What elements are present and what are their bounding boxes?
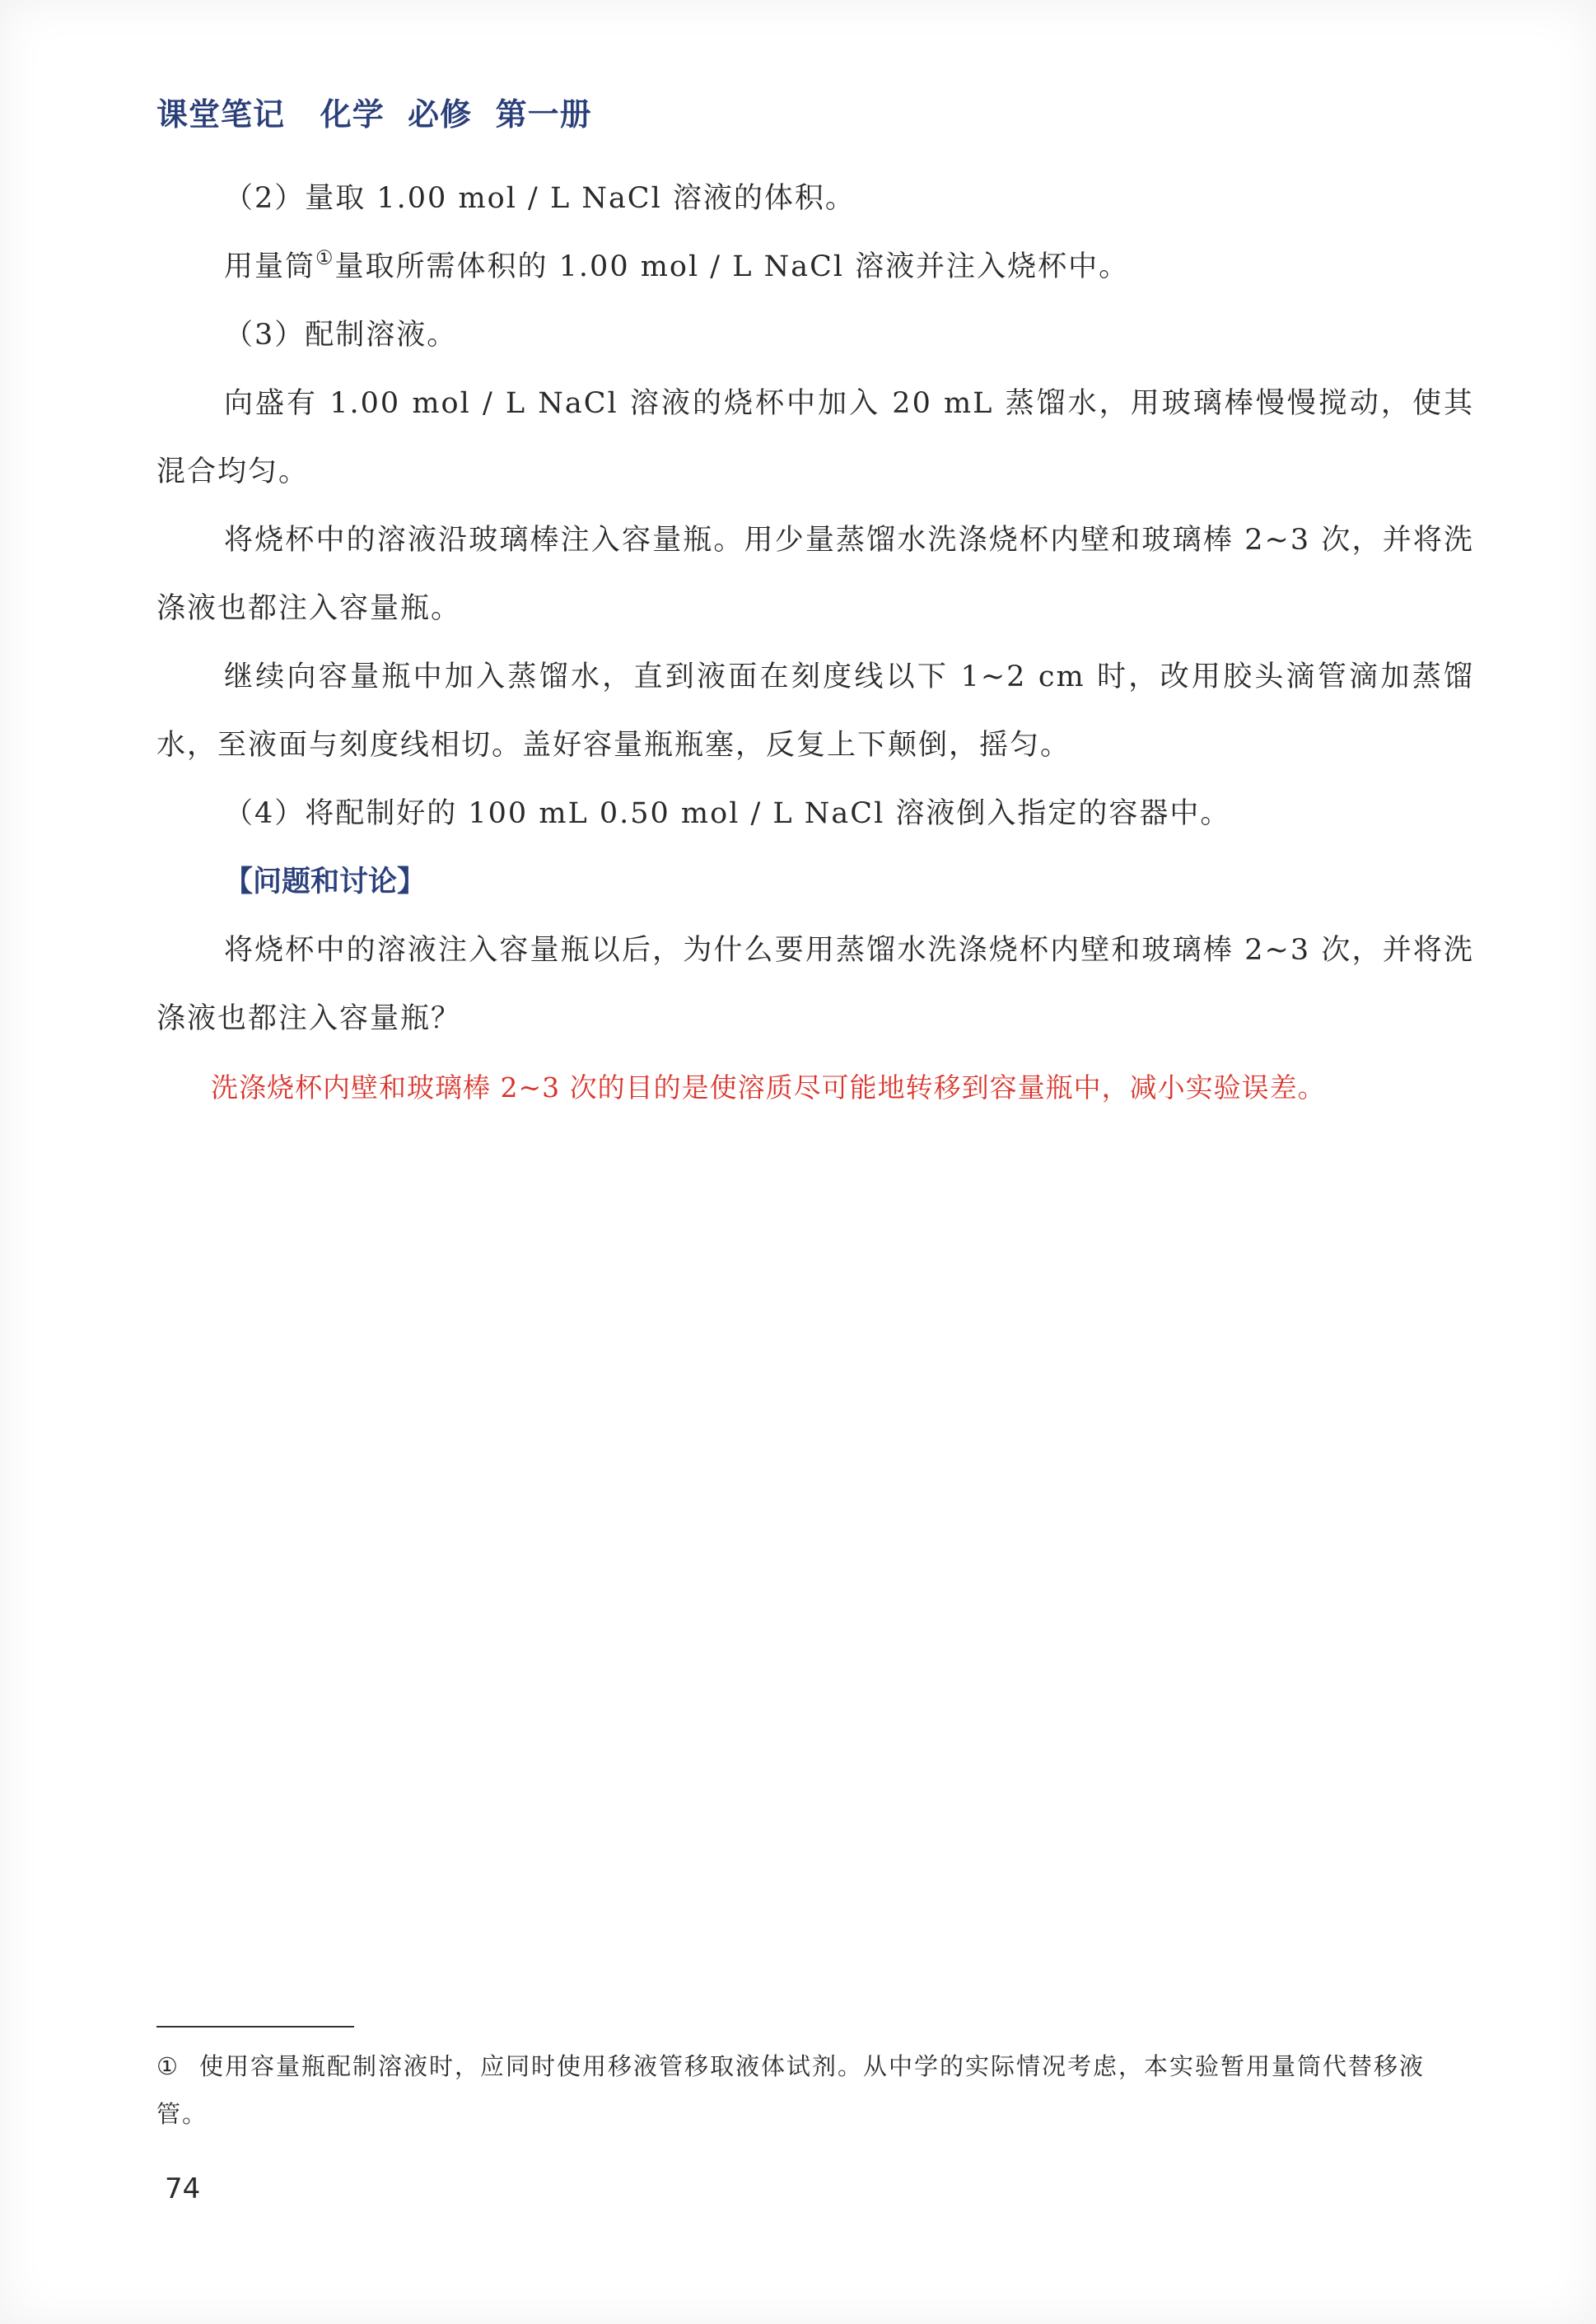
footnote: [156, 2042, 1474, 2138]
discussion-answer: 洗涤烧杯内壁和玻璃棒 2~3 次的目的是使溶质尽可能地转移到容量瓶中，减小实验误差。: [211, 1071, 1326, 1104]
step-2-text-before-ref: 用量筒: [224, 250, 316, 283]
footnote-reference: ①: [315, 246, 335, 269]
footnote-divider: [156, 2026, 354, 2028]
page-content: [156, 165, 1474, 1122]
page-number: 74: [165, 2172, 201, 2205]
step-2-text: [156, 233, 1474, 301]
step-3-title: （3）配制溶液。: [224, 319, 458, 352]
step-3-paragraph-3: 继续向容量瓶中加入蒸馏水，直到液面在刻度线以下 1~2 cm 时，改用胶头滴管滴加蒸馏水，至液面与刻度线相切。盖好容量瓶瓶塞，反复上下颠倒，摇匀。: [156, 660, 1474, 762]
step-2-title: （2）量取 1.00 mol / L NaCl 溶液的体积。: [224, 182, 856, 215]
footnote-marker: ①: [156, 2052, 180, 2080]
step-3-paragraph-1: 向盛有 1.00 mol / L NaCl 溶液的烧杯中加入 20 mL 蒸馏水，用玻璃棒慢慢搅动，使其混合均匀。: [156, 387, 1474, 488]
discussion-question: 将烧杯中的溶液注入容量瓶以后，为什么要用蒸馏水洗涤烧杯内壁和玻璃棒 2~3 次，并将洗涤液也都注入容量瓶？: [156, 934, 1474, 1035]
discussion-heading: 【问题和讨论】: [224, 866, 427, 898]
step-4-title: （4）将配制好的 100 mL 0.50 mol / L NaCl 溶液倒入指定的容器中。: [224, 797, 1231, 830]
footnote-text: 使用容量瓶配制溶液时，应同时使用移液管移取液体试剂。从中学的实际情况考虑，本实验暂用量筒代替移液管。: [156, 2052, 1426, 2128]
page-header: 课堂笔记 化学 必修 第一册: [156, 96, 592, 133]
step-3-paragraph-2: 将烧杯中的溶液沿玻璃棒注入容量瓶。用少量蒸馏水洗涤烧杯内壁和玻璃棒 2~3 次，并将洗涤液也都注入容量瓶。: [156, 524, 1474, 625]
step-2-text-after-ref: 量取所需体积的 1.00 mol / L NaCl 溶液并注入烧杯中。: [334, 250, 1130, 283]
